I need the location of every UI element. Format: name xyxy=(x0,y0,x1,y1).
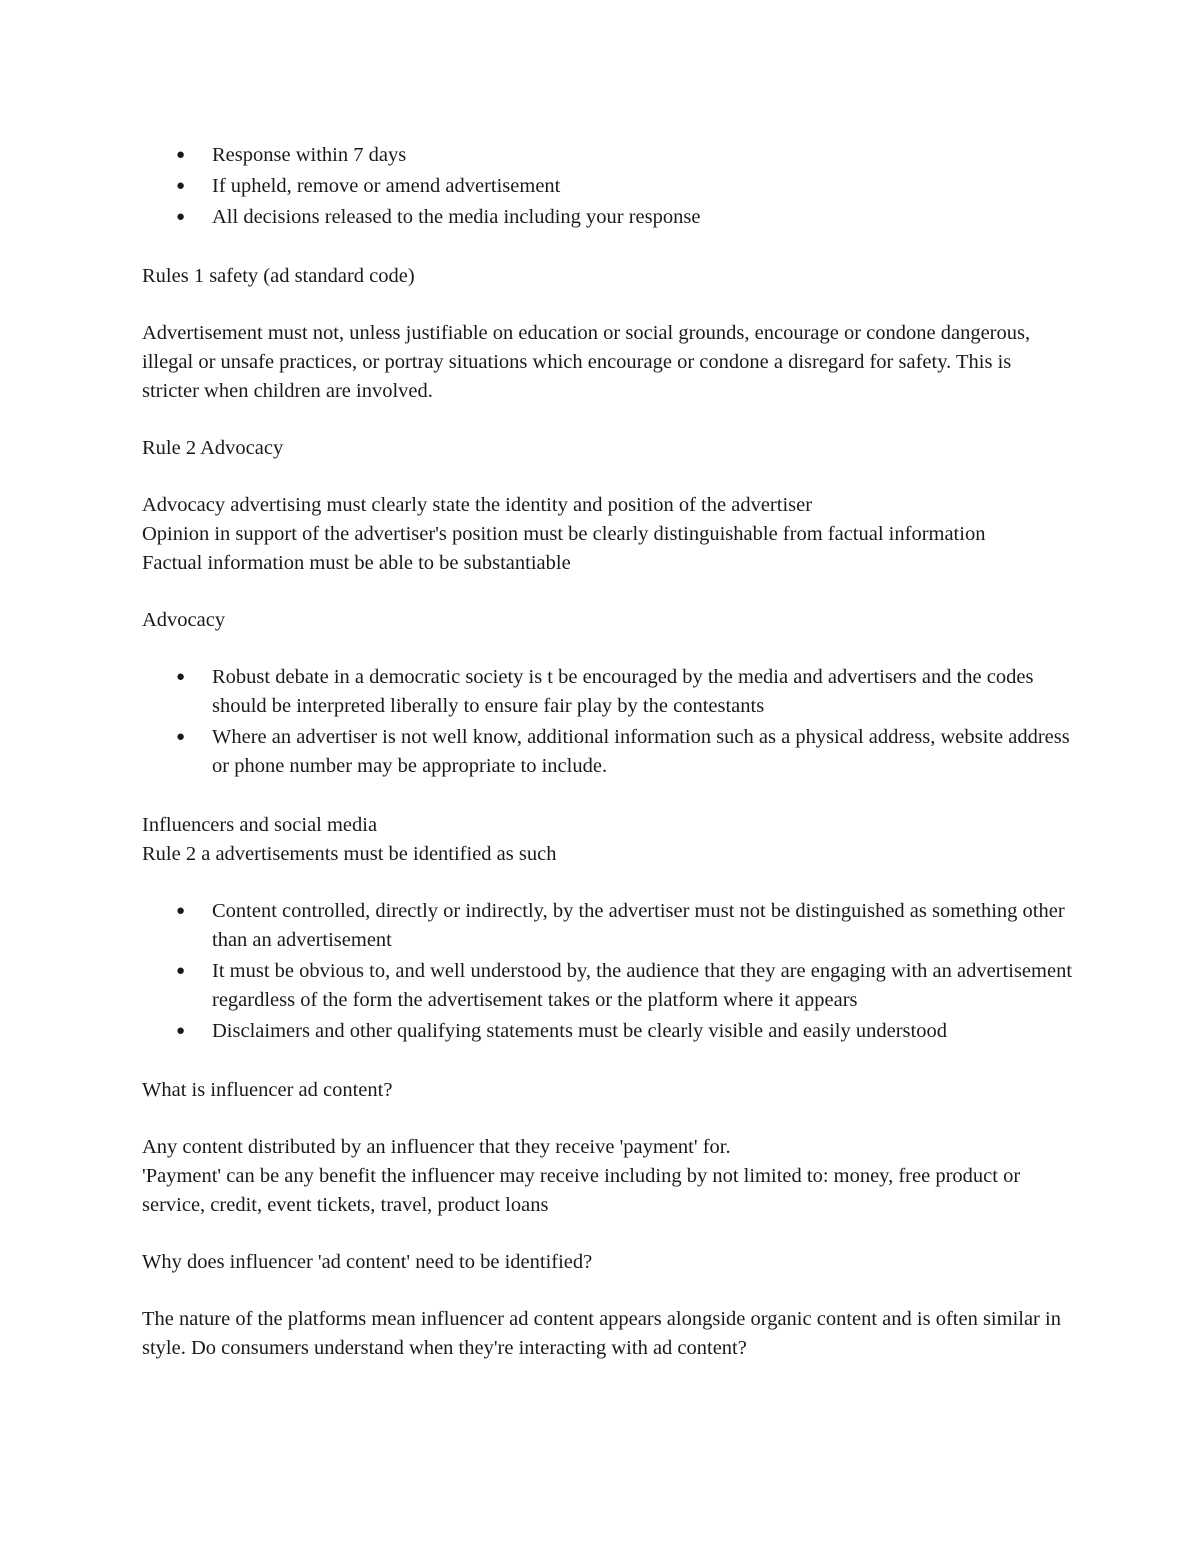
list-item: ● Robust debate in a democratic society is t be encouraged by the media and advertisers and the codes should be interpreted liberally to ensure fair play by the contestants xyxy=(142,663,1072,721)
document-page xyxy=(142,141,1072,1363)
rules1-heading: Rules 1 safety (ad standard code) xyxy=(142,265,415,287)
rule2-line: Advocacy advertising must clearly state the identity and position of the advertiser xyxy=(142,494,813,516)
list-item: ● It must be obvious to, and well understood by, the audience that they are engaging with an advertisement regardless of the form the advertisement takes or the platform where it appears xyxy=(142,957,1072,1015)
list-item: ● Response within 7 days xyxy=(142,141,1072,170)
what-line: Any content distributed by an influencer that they receive 'payment' for. xyxy=(142,1136,731,1158)
bullet-icon: ● xyxy=(176,209,186,225)
what-heading: What is influencer ad content? xyxy=(142,1079,393,1101)
bullet-icon: ● xyxy=(176,729,186,745)
bullet-icon: ● xyxy=(176,669,186,685)
bullet-icon: ● xyxy=(176,963,186,979)
influencers-heading: Influencers and social media xyxy=(142,814,378,836)
why-heading: Why does influencer 'ad content' need to be identified? xyxy=(142,1251,593,1273)
rule2-heading: Rule 2 Advocacy xyxy=(142,437,284,459)
rules1-body: Advertisement must not, unless justifiable on education or social grounds, encourage or condone dangerous, illegal or unsafe practices, or portray situations which encourage or condone a disregard for safety. This is stricter when children are involved. xyxy=(142,322,1031,402)
decision-list xyxy=(142,141,1072,232)
list-item: ● Where an advertiser is not well know, additional information such as a physical address, website address or phone number may be appropriate to include. xyxy=(142,723,1072,781)
what-line: 'Payment' can be any benefit the influencer may receive including by not limited to: money, free product or service, credit, event tickets, travel, product loans xyxy=(142,1165,1021,1216)
bullet-icon: ● xyxy=(176,903,186,919)
influencers-subheading: Rule 2 a advertisements must be identified as such xyxy=(142,843,557,865)
rule2-line: Opinion in support of the advertiser's position must be clearly distinguishable from factual information xyxy=(142,523,986,545)
why-body: The nature of the platforms mean influencer ad content appears alongside organic content and is often similar in style. Do consumers understand when they're interacting with ad content? xyxy=(142,1308,1061,1359)
rule2-line: Factual information must be able to be substantiable xyxy=(142,552,571,574)
bullet-icon: ● xyxy=(176,178,186,194)
bullet-icon: ● xyxy=(176,1023,186,1039)
list-item: ● Content controlled, directly or indirectly, by the advertiser must not be distinguished as something other than an advertisement xyxy=(142,897,1072,955)
advocacy-heading: Advocacy xyxy=(142,609,226,631)
bullet-icon: ● xyxy=(176,147,186,163)
list-item: ● Disclaimers and other qualifying statements must be clearly visible and easily understood xyxy=(142,1017,1072,1046)
list-item: ● All decisions released to the media including your response xyxy=(142,203,1072,232)
advocacy-list xyxy=(142,663,1072,781)
influencer-rules-list xyxy=(142,897,1072,1046)
list-item: ● If upheld, remove or amend advertisement xyxy=(142,172,1072,201)
